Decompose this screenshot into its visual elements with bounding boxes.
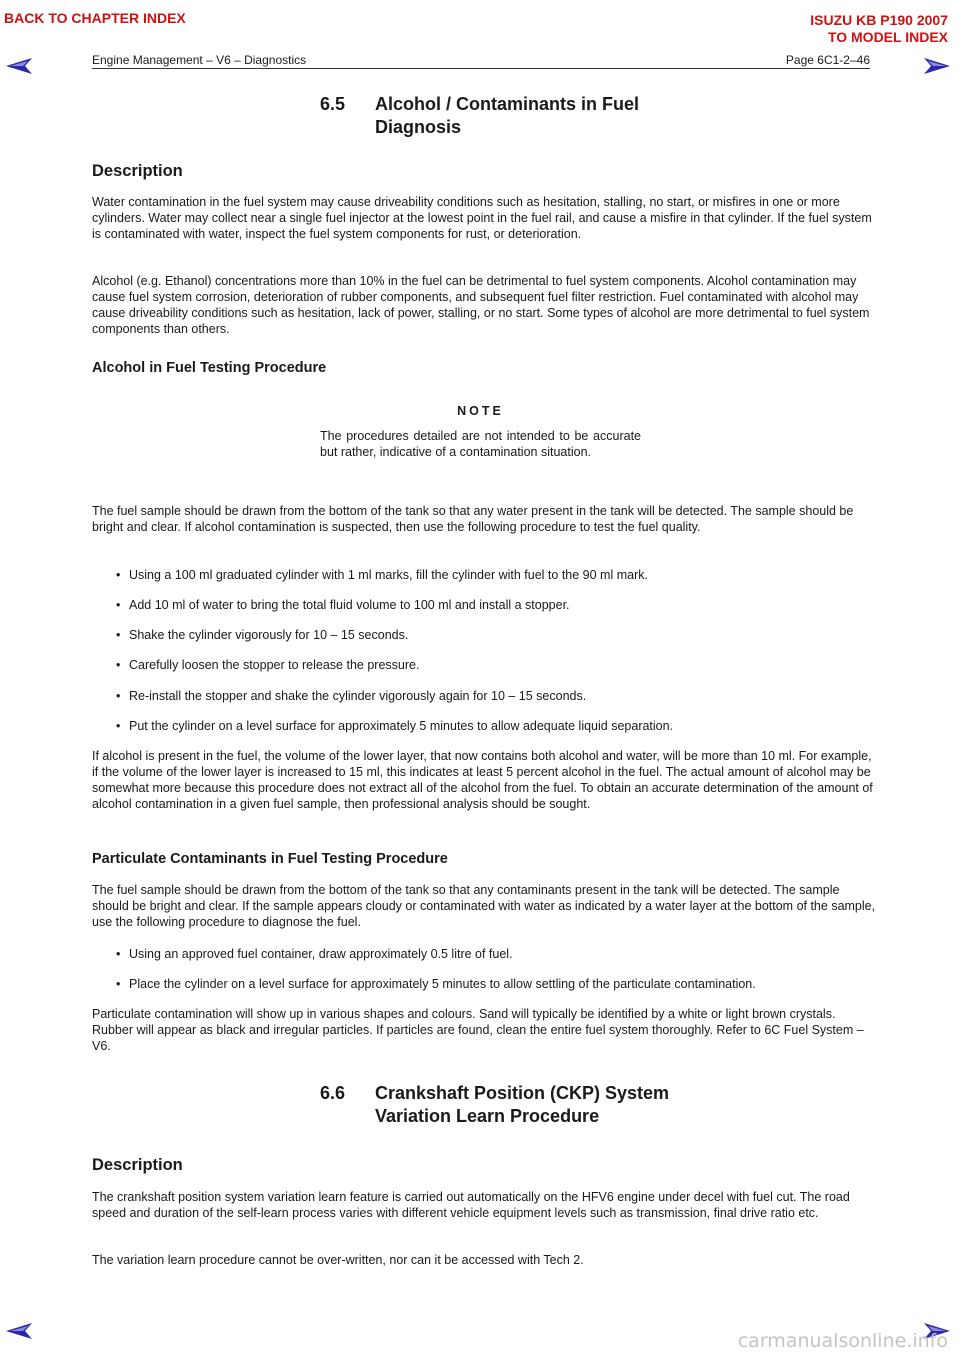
paragraph-water-contamination: Water contamination in the fuel system may cause driveability conditions such as hesitation, stalling, no start, or misfires in one or more cylinders. Water may collect near a single fuel injector at the lowest point in the fuel rail, and cause a misfire in that cylinder. If the fuel system is contaminated with water, inspect the fuel system components for rust, or deterioration.	[92, 195, 872, 241]
watermark: carmanualsonline.info	[737, 1330, 948, 1352]
section-title-line1: Crankshaft Position (CKP) System	[375, 1083, 670, 1103]
list-item-text: Using an approved fuel container, draw approximately 0.5 litre of fuel.	[129, 947, 513, 961]
paragraph-alcohol-result: If alcohol is present in the fuel, the volume of the lower layer, that now contains both alcohol and water, will be more than 10 ml. For example, if the volume of the lower layer is increased to 15 ml, this indicates at least 5 percent alcohol in the fuel. The actual amount of alcohol may be somewhat more because this procedure does not extract all of the alcohol from the fuel. To obtain an accurate determination of the amount of alcohol contamination in a given fuel sample, then professional analysis should be sought.	[92, 749, 873, 811]
section-number: 6.6	[320, 1083, 346, 1103]
section-title-line2: Variation Learn Procedure	[375, 1106, 600, 1126]
bullet-icon: •	[116, 568, 121, 582]
description-heading: Description	[92, 162, 183, 180]
running-header-title: Engine Management – V6 – Diagnostics	[92, 53, 307, 67]
bullet-icon: •	[116, 598, 121, 612]
list-item-text: Carefully loosen the stopper to release the pressure.	[129, 658, 420, 672]
list-item-text: Add 10 ml of water to bring the total fluid volume to 100 ml and install a stopper.	[129, 598, 570, 612]
bullet-icon: •	[116, 947, 121, 961]
paragraph-ckp-learn: The crankshaft position system variation learn feature is carried out automatically on the HFV6 engine under decel with fuel cut. The road speed and duration of the self-learn process varies with different vehicle equipment levels such as transmission, final drive ratio etc.	[92, 1190, 850, 1220]
previous-page-arrow-bottom-icon[interactable]	[6, 1323, 32, 1339]
back-to-chapter-index-link[interactable]: BACK TO CHAPTER INDEX	[4, 10, 186, 26]
particulate-testing-heading: Particulate Contaminants in Fuel Testing Procedure	[92, 851, 448, 867]
list-item-text: Shake the cylinder vigorously for 10 – 15 seconds.	[129, 628, 409, 642]
header-divider	[92, 68, 870, 69]
section-title-line1: Alcohol / Contaminants in Fuel	[375, 94, 640, 114]
paragraph-particulate-result: Particulate contamination will show up in various shapes and colours. Sand will typically be identified by a white or light brown crystals. Rubber will appear as black and irregular particles. If particles are found, clean the entire fuel system thoroughly. Refer to 6C Fuel System – V6.	[92, 1007, 864, 1053]
bullet-icon: •	[116, 977, 121, 991]
to-model-index-label: TO MODEL INDEX	[827, 29, 948, 45]
list-item-text: Put the cylinder on a level surface for approximately 5 minutes to allow adequate liquid separation.	[129, 719, 674, 733]
paragraph-particulate-sample: The fuel sample should be drawn from the bottom of the tank so that any contaminants present in the tank will be detected. The sample should be bright and clear. If the sample appears cloudy or contaminated with water as indicated by a water layer at the bottom of the sample, use the following procedure to diagnose the fuel.	[92, 883, 876, 929]
list-item-text: Place the cylinder on a level surface for approximately 5 minutes to allow settling of the particulate contamination.	[129, 977, 756, 991]
previous-page-arrow-icon[interactable]	[6, 58, 32, 74]
description-heading: Description	[92, 1156, 183, 1174]
note-text: The procedures detailed are not intended to be accurate but rather, indicative of a contamination situation.	[320, 429, 641, 459]
note-heading: NOTE	[457, 404, 504, 418]
alcohol-testing-heading: Alcohol in Fuel Testing Procedure	[92, 360, 327, 376]
list-item-text: Using a 100 ml graduated cylinder with 1 ml marks, fill the cylinder with fuel to the 90 ml mark.	[129, 568, 648, 582]
page-number: Page 6C1-2–46	[785, 53, 870, 67]
bullet-icon: •	[116, 719, 121, 733]
next-page-arrow-icon[interactable]	[924, 58, 950, 74]
section-title-line2: Diagnosis	[375, 117, 462, 137]
bullet-icon: •	[116, 658, 121, 672]
model-index-link[interactable]	[810, 12, 948, 46]
list-item-text: Re-install the stopper and shake the cylinder vigorously again for 10 – 15 seconds.	[129, 689, 587, 703]
paragraph-ckp-tech2: The variation learn procedure cannot be over-written, nor can it be accessed with Tech 2.	[92, 1253, 584, 1267]
paragraph-fuel-sample: The fuel sample should be drawn from the bottom of the tank so that any water present in the tank will be detected. The sample should be bright and clear. If alcohol contamination is suspected, then use the following procedure to test the fuel quality.	[92, 504, 854, 534]
section-number: 6.5	[320, 94, 346, 114]
paragraph-alcohol-concentration: Alcohol (e.g. Ethanol) concentrations more than 10% in the fuel can be detrimental to fuel system components. Alcohol contamination may cause fuel system corrosion, deterioration of rubber components, and subsequent fuel filter restriction. Fuel contaminated with alcohol may cause driveability conditions such as hesitation, lack of power, stalling, or no start. Some types of alcohol are more detrimental to fuel system components than others.	[92, 274, 870, 336]
bullet-icon: •	[116, 689, 121, 703]
bullet-icon: •	[116, 628, 121, 642]
model-name: ISUZU KB P190 2007	[810, 12, 948, 28]
